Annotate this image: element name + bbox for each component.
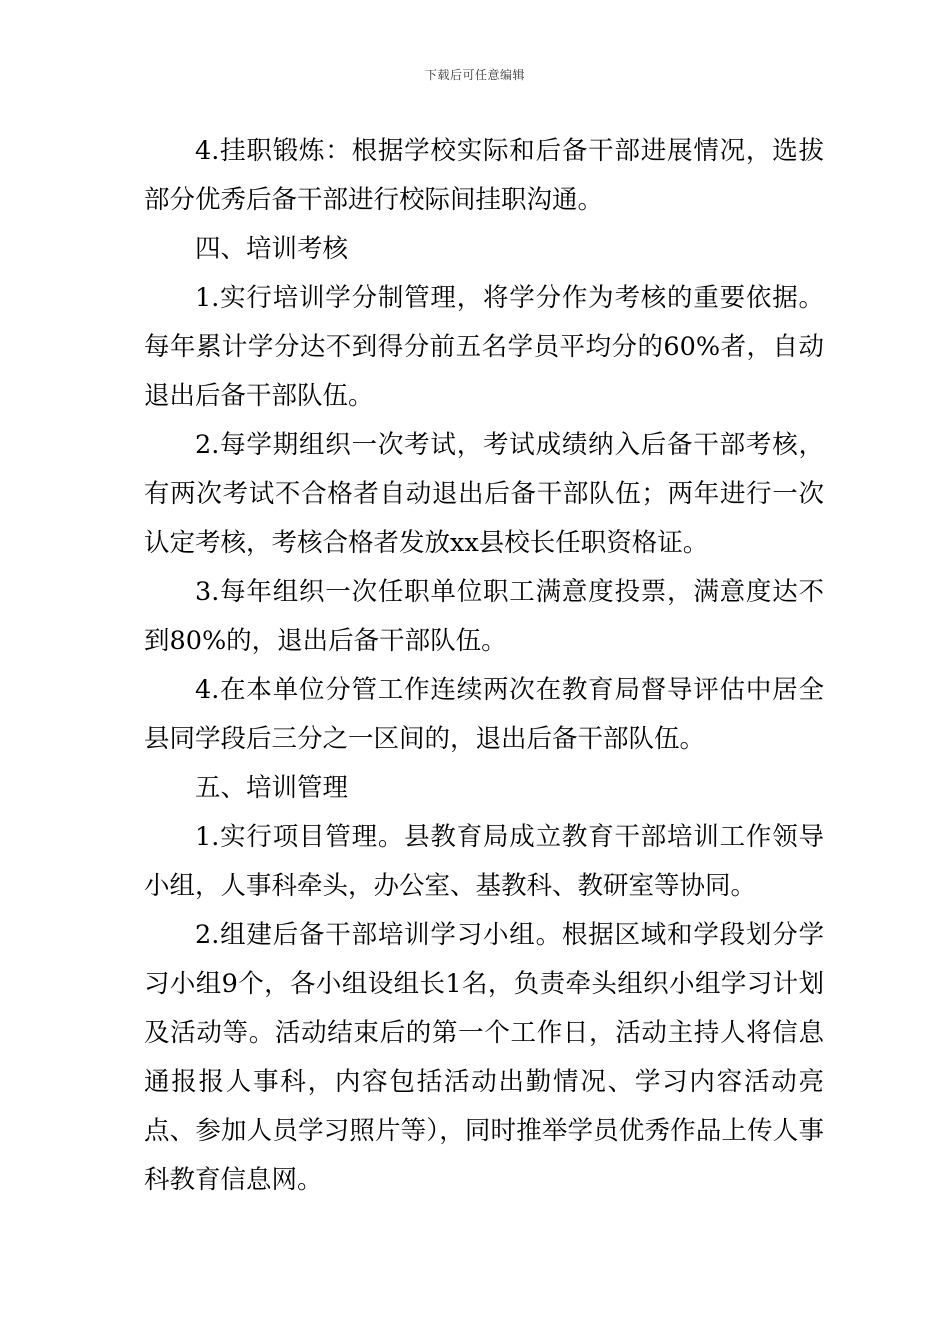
paragraph-project-management: 1.实行项目管理。县教育局成立教育干部培训工作领导小组，人事科牵头，办公室、基教科、教研室等协同。	[144, 822, 824, 901]
document-body	[144, 127, 824, 1205]
paragraph-satisfaction-vote: 3.每年组织一次任职单位职工满意度投票，满意度达不到80%的，退出后备干部队伍。	[144, 577, 824, 656]
paragraph-evaluation-ranking: 4.在本单位分管工作连续两次在教育局督导评估中居全县同学段后三分之一区间的，退出后备干部队伍。	[144, 675, 824, 754]
paragraph-study-groups: 2.组建后备干部培训学习小组。根据区域和学段划分学习小组9个，各小组设组长1名，负责牵头组织小组学习计划及活动等。活动结束后的第一个工作日，活动主持人将信息通报报人事科，内容包括活动出勤情况、学习内容活动亮点、参加人员学习照片等），同时推举学员优秀作品上传人事科教育信息网。	[144, 920, 824, 1195]
paragraph-semester-exam: 2.每学期组织一次考试，考试成绩纳入后备干部考核，有两次考试不合格者自动退出后备干部队伍；两年进行一次认定考核，考核合格者发放xx县校长任职资格证。	[144, 430, 824, 558]
section-heading-training-management: 五、培训管理	[195, 773, 349, 803]
section-heading-training-assessment: 四、培训考核	[195, 234, 349, 264]
paragraph-credit-system: 1.实行培训学分制管理，将学分作为考核的重要依据。每年累计学分达不到得分前五名学员平均分的60%者，自动退出后备干部队伍。	[144, 283, 824, 411]
page-header-note: 下载后可任意编辑	[424, 68, 525, 82]
paragraph-attachment-training: 4.挂职锻炼：根据学校实际和后备干部进展情况，选拔部分优秀后备干部进行校际间挂职沟通。	[144, 136, 824, 215]
